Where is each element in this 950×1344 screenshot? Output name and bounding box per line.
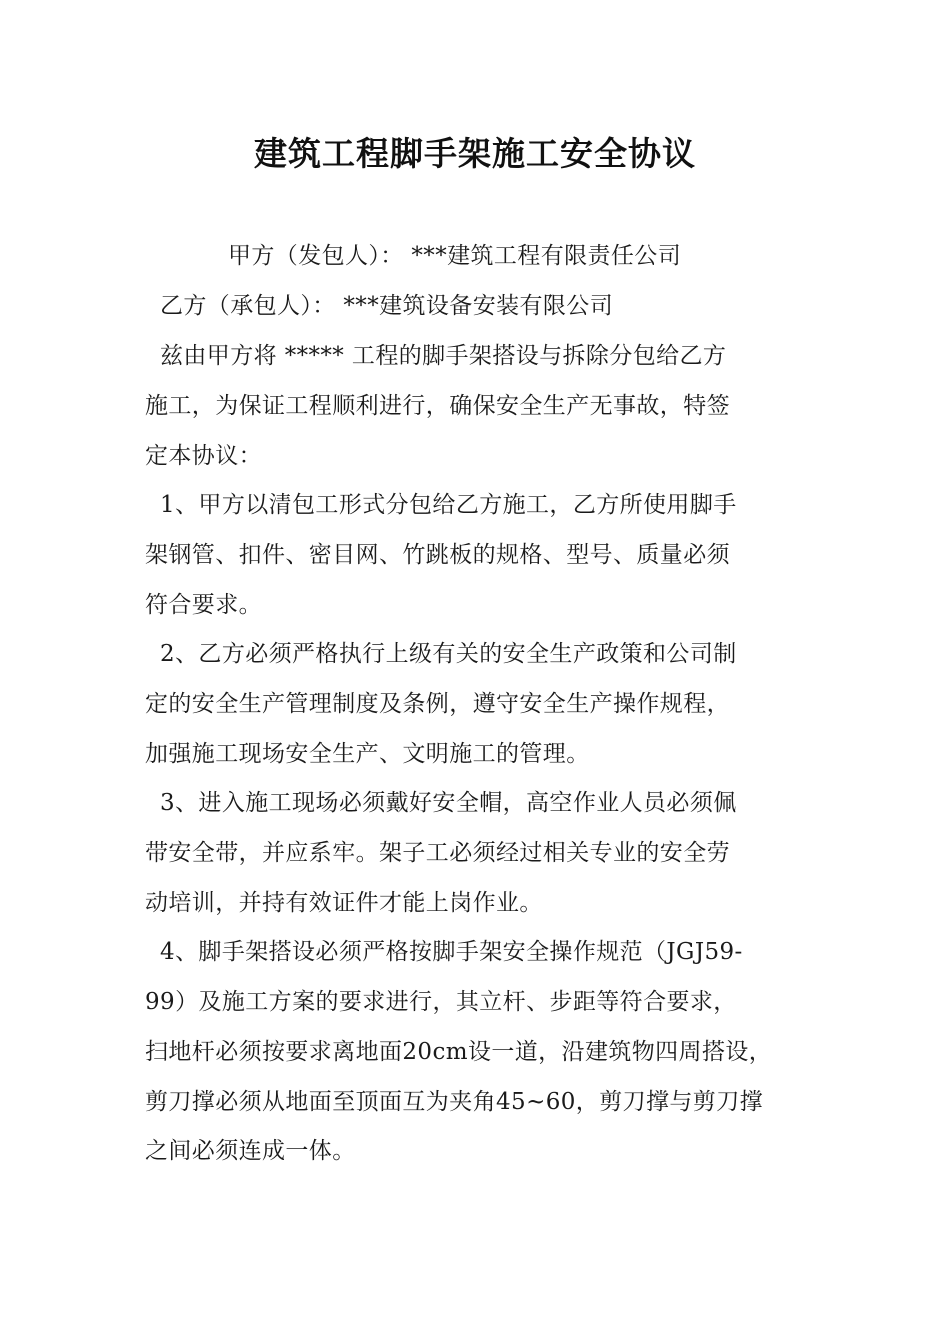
- clause-4-line-2: 99）及施工方案的要求进行，其立杆、步距等符合要求，: [145, 989, 737, 1015]
- clause-1-line-1: 1、甲方以清包工形式分包给乙方施工，乙方所使用脚手: [160, 492, 737, 518]
- clause-4-line-5: 之间必须连成一体。: [145, 1138, 356, 1164]
- clause-2-line-1: 2、乙方必须严格执行上级有关的安全生产政策和公司制: [160, 641, 737, 667]
- clause-4-line-1: 4、脚手架搭设必须严格按脚手架安全操作规范（JGJ59-: [160, 939, 743, 965]
- clause-3-line-3: 动培训，并持有效证件才能上岗作业。: [145, 890, 543, 916]
- clause-4-line-4: 剪刀撑必须从地面至顶面互为夹角45~60，剪刀撑与剪刀撑: [145, 1089, 764, 1115]
- clause-1-line-3: 符合要求。: [145, 592, 262, 618]
- clause-1-line-2: 架钢管、扣件、密目网、竹跳板的规格、型号、质量必须: [145, 542, 730, 568]
- intro-line-2: 施工，为保证工程顺利进行，确保安全生产无事故，特签: [145, 393, 730, 419]
- clause-4-line-3: 扫地杆必须按要求离地面20cm设一道，沿建筑物四周搭设，: [145, 1039, 773, 1065]
- clause-2-line-3: 加强施工现场安全生产、文明施工的管理。: [145, 741, 590, 767]
- party-a-line: 甲方（发包人）： ***建筑工程有限责任公司: [228, 243, 682, 269]
- intro-line-3: 定本协议：: [145, 443, 262, 469]
- clause-3-line-1: 3、进入施工现场必须戴好安全帽，高空作业人员必须佩: [160, 790, 737, 816]
- clause-3-line-2: 带安全带，并应系牢。架子工必须经过相关专业的安全劳: [145, 840, 730, 866]
- page-title: 建筑工程脚手架施工安全协议: [254, 134, 696, 173]
- clause-2-line-2: 定的安全生产管理制度及条例，遵守安全生产操作规程，: [145, 691, 730, 717]
- party-b-line: 乙方（承包人）： ***建筑设备安装有限公司: [160, 293, 614, 319]
- intro-line-1: 兹由甲方将 ***** 工程的脚手架搭设与拆除分包给乙方: [160, 343, 727, 369]
